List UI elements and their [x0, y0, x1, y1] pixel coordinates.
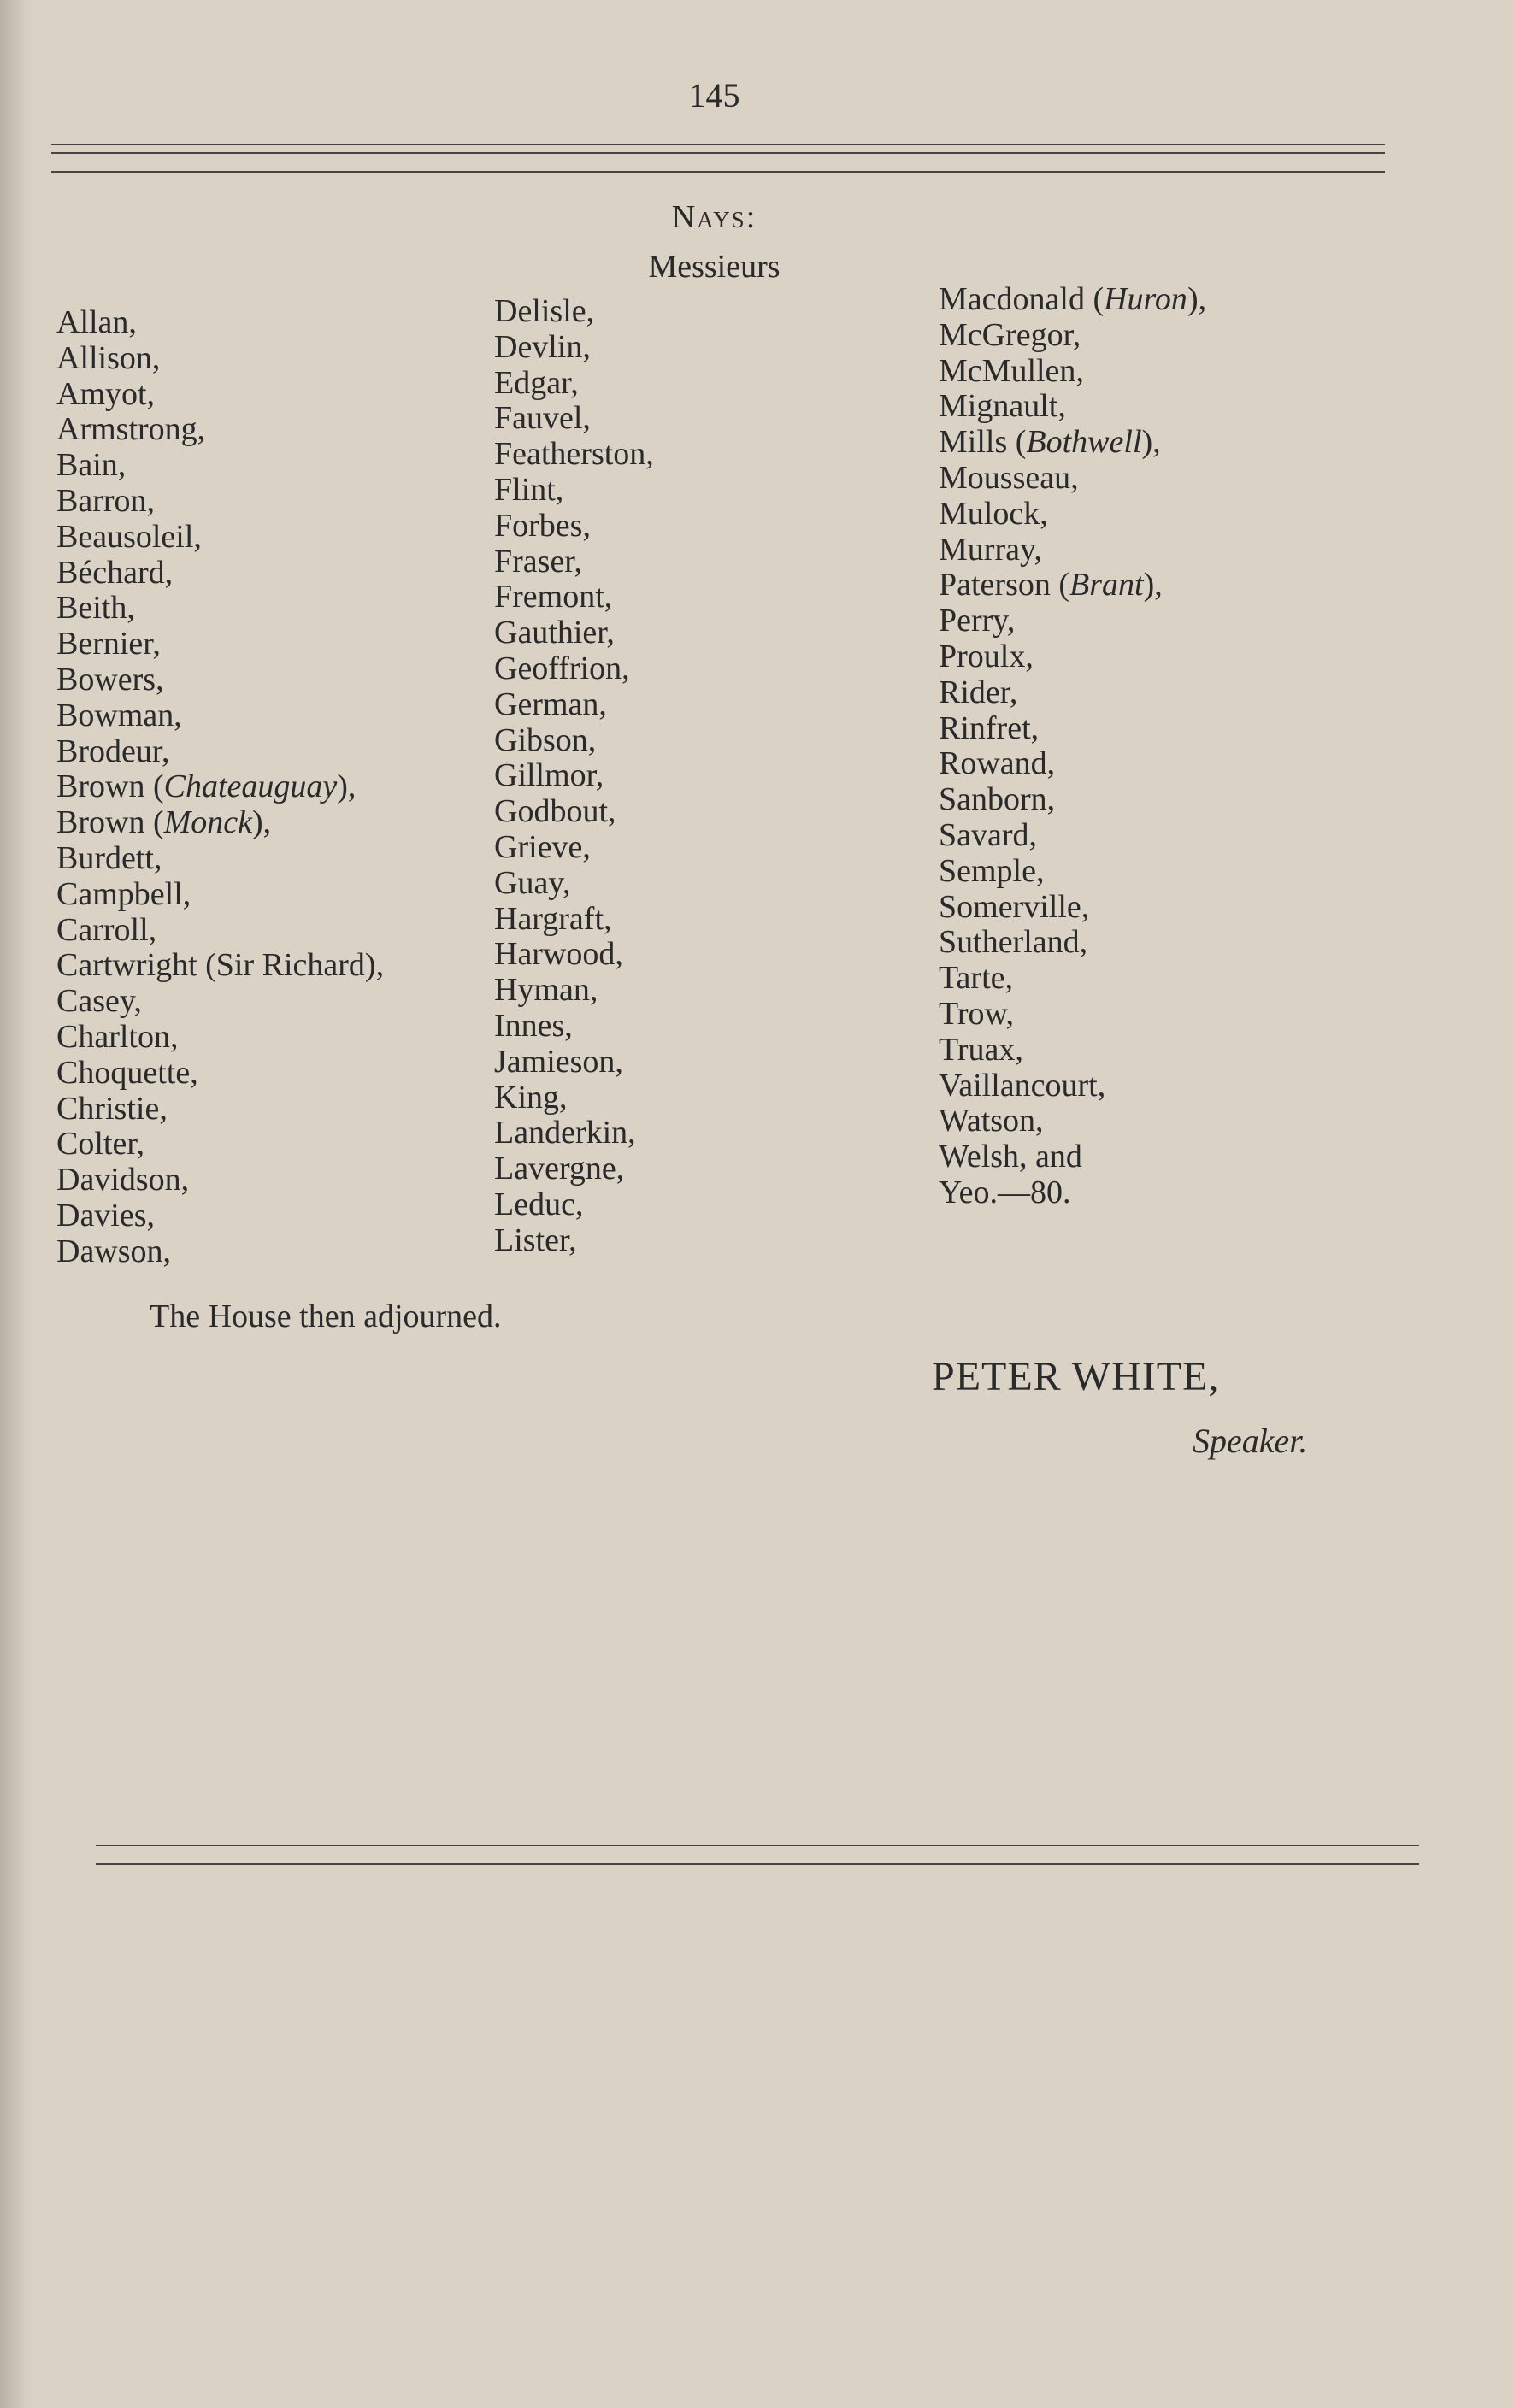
member-name: Geoffrion,	[494, 650, 630, 686]
nays-heading: Nays:	[671, 199, 757, 235]
member-name: Devlin,	[494, 328, 591, 365]
member-name: Campbell,	[56, 875, 191, 912]
adjourned-note: The House then adjourned.	[150, 1298, 502, 1334]
member-name: Landerkin,	[494, 1115, 636, 1151]
member-name: Brodeur,	[56, 733, 170, 769]
member-name: Gauthier,	[494, 615, 615, 651]
names-column-1	[56, 305, 384, 1270]
member-name: Mousseau,	[939, 459, 1079, 496]
member-name: Delisle,	[494, 293, 595, 329]
member-name: Fraser,	[494, 543, 582, 580]
member-name: Trow,	[939, 995, 1015, 1032]
member-name: Guay,	[494, 864, 571, 901]
member-name: Beausoleil,	[56, 518, 202, 555]
member-name: Beith,	[56, 590, 135, 627]
member-name: Hyman,	[494, 972, 598, 1009]
member-name: Armstrong,	[56, 411, 206, 448]
member-name: Godbout,	[494, 793, 616, 830]
member-name: Allan,	[56, 304, 137, 340]
member-name: Dawson,	[56, 1233, 172, 1269]
member-name: Rinfret,	[939, 709, 1040, 746]
member-name: King,	[494, 1079, 568, 1116]
member-name: Béchard,	[56, 554, 174, 591]
bottom-rule-1	[96, 1845, 1419, 1846]
member-name: Bowman,	[56, 697, 182, 733]
member-name: Davies,	[56, 1197, 156, 1233]
member-name: Rider,	[939, 674, 1018, 710]
member-name: Brown (Chateauguay),	[56, 768, 356, 805]
member-name: Burdett,	[56, 839, 162, 876]
member-name: Murray,	[939, 531, 1042, 568]
member-name: Christie,	[56, 1090, 168, 1127]
member-name: Allison,	[56, 339, 161, 376]
member-name: Barron,	[56, 482, 156, 519]
member-name: Lavergne,	[494, 1151, 625, 1187]
speaker-name: PETER WHITE,	[932, 1354, 1220, 1399]
member-name: Rowand,	[939, 745, 1056, 782]
member-name: Mulock,	[939, 495, 1048, 532]
member-name: Innes,	[494, 1007, 573, 1044]
top-rule-1	[51, 144, 1385, 145]
member-name: Choquette,	[56, 1054, 198, 1091]
member-name: Yeo.—80.	[939, 1174, 1071, 1210]
member-name: Savard,	[939, 816, 1038, 853]
member-name: Davidson,	[56, 1162, 190, 1198]
member-name: Flint,	[494, 471, 564, 508]
member-name: Watson,	[939, 1103, 1044, 1139]
member-name: Sutherland,	[939, 924, 1088, 961]
member-name: Bernier,	[56, 626, 161, 662]
bottom-rule-2	[96, 1863, 1419, 1865]
top-rule-3	[51, 171, 1385, 173]
page-number: 145	[688, 76, 740, 115]
member-name: McGregor,	[939, 316, 1081, 353]
messieurs-heading: Messieurs	[648, 249, 781, 285]
member-name: Edgar,	[494, 364, 579, 401]
member-name: Perry,	[939, 603, 1016, 639]
member-name: Truax,	[939, 1031, 1023, 1068]
member-name: Vaillancourt,	[939, 1067, 1106, 1104]
member-name: Colter,	[56, 1126, 144, 1163]
member-name: Bain,	[56, 447, 127, 484]
member-name: Charlton,	[56, 1018, 179, 1055]
member-name: Carroll,	[56, 911, 157, 948]
member-name: McMullen,	[939, 352, 1084, 389]
member-name: Hargraft,	[494, 900, 612, 937]
member-name: Macdonald (Huron),	[939, 281, 1207, 317]
top-rule-2	[51, 152, 1385, 154]
member-name: Mills (Bothwell),	[939, 424, 1161, 461]
speaker-title: Speaker.	[1193, 1422, 1308, 1460]
member-name: Paterson (Brant),	[939, 567, 1163, 603]
member-name: Featherston,	[494, 436, 654, 473]
member-name: Gillmor,	[494, 757, 604, 794]
member-name: Fauvel,	[494, 400, 591, 437]
member-name: Brown (Monck),	[56, 804, 272, 841]
member-name: Leduc,	[494, 1186, 584, 1222]
names-column-3	[939, 282, 1206, 1211]
member-name: Semple,	[939, 852, 1045, 889]
member-name: Forbes,	[494, 507, 591, 544]
member-name: Casey,	[56, 983, 142, 1020]
member-name: Welsh, and	[939, 1139, 1082, 1175]
member-name: Gibson,	[494, 721, 597, 758]
member-name: Grieve,	[494, 828, 591, 865]
member-name: Fremont,	[494, 579, 613, 615]
member-name: Sanborn,	[939, 781, 1056, 818]
member-name: Lister,	[494, 1222, 577, 1258]
member-name: Jamieson,	[494, 1043, 623, 1080]
member-name: Somerville,	[939, 888, 1090, 925]
member-name: Bowers,	[56, 661, 164, 698]
member-name: Tarte,	[939, 960, 1014, 997]
member-name: Cartwright (Sir Richard),	[56, 947, 385, 984]
member-name: Amyot,	[56, 375, 156, 412]
member-name: Mignault,	[939, 388, 1066, 425]
member-name: German,	[494, 686, 607, 722]
member-name: Proulx,	[939, 638, 1034, 674]
member-name: Harwood,	[494, 936, 623, 973]
names-column-2	[494, 294, 654, 1259]
page-edge-shadow	[0, 0, 34, 2408]
